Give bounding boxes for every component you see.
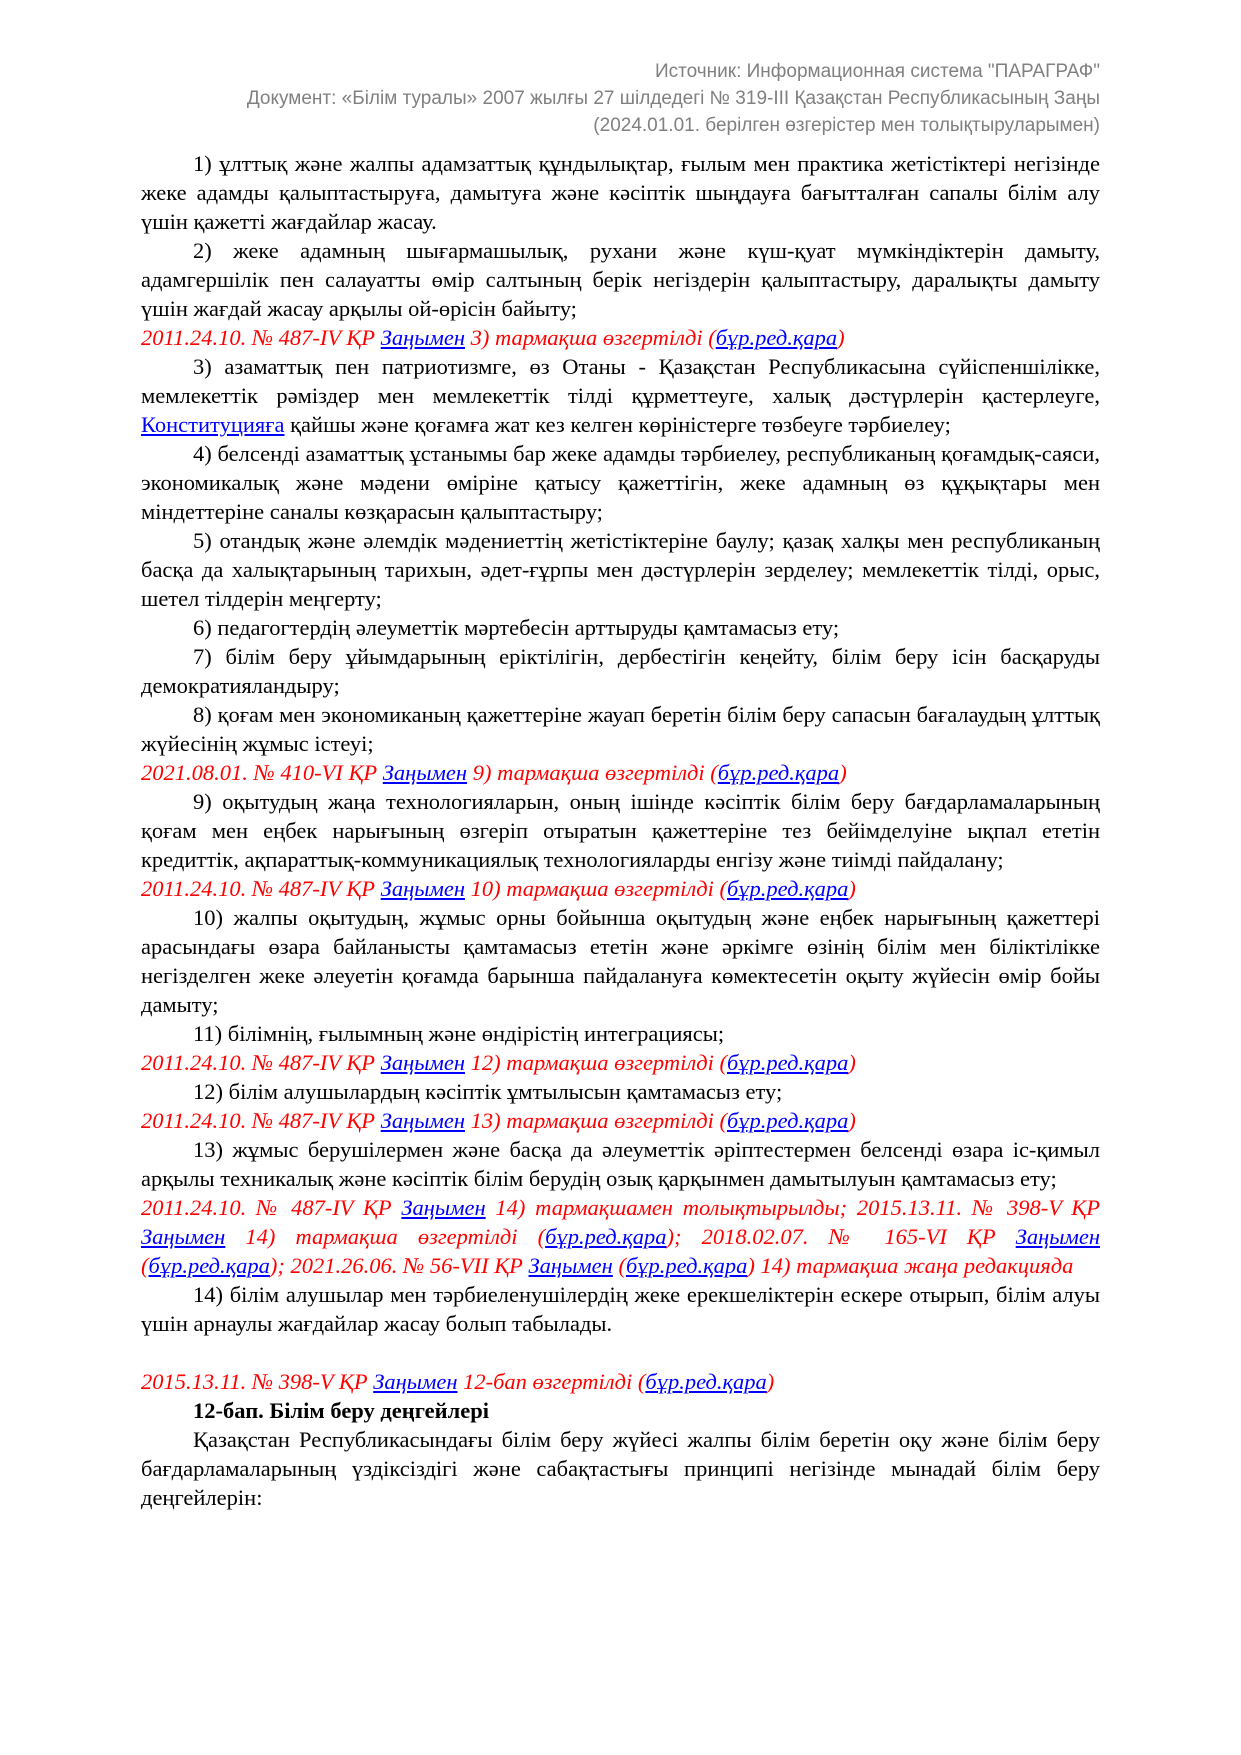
amendment-note-2 [141,758,1100,787]
text-run: 9) тармақша өзгертілді ( [467,760,718,785]
text-run: 7) білім беру ұйымдарының еріктілігін, дербестігін кеңейту, білім беру ісін басқаруды демократияландыру; [141,644,1100,698]
document-revision-note: (2024.01.01. берілген өзгерістер мен толықтыруларымен) [593,115,1100,136]
text-run: 10) тармақша өзгертілді ( [465,876,727,901]
clause-14 [141,1280,1100,1338]
document-title-line: Документ: «Білім туралы» 2007 жылғы 27 шілдедегі № 319-III Қазақстан Республикасының Заңы [246,88,1100,109]
text-run: 12-бап. Білім беру деңгейлері [193,1398,489,1423]
text-run: ) [848,876,856,901]
amendment-note-6 [141,1193,1100,1280]
text-run: 3) тармақша өзгертілді ( [465,325,716,350]
article-12-heading [141,1396,1100,1425]
law-link[interactable]: Заңымен [401,1195,486,1220]
law-link[interactable]: бұр.ред.қара [715,325,838,350]
text-run: қайшы және қоғамға жат кез келген көріністерге төзбеуге тәрбиелеу; [284,412,951,437]
law-link[interactable]: бұр.ред.қара [726,876,849,901]
text-run: 12-бап өзгертілді ( [457,1369,646,1394]
text-run: 5) отандық және әлемдік мәдениеттің жетістіктеріне баулу; қазақ халқы мен республиканың басқа да халықтарының тарихын, әдет-ғұрпы мен дәстүрлерін зерделеу; мемлекеттік тілді, орыс, шетел тілдерін меңгерту; [141,528,1100,611]
text-run: ) [766,1369,775,1394]
amendment-note-1 [141,323,1100,352]
law-link[interactable]: Заңымен [380,1050,465,1075]
text-run: Қазақстан Республикасындағы білім беру жүйесі жалпы білім беретін оқу және білім беру бағдарламаларының үздіксіздігі және сабақтастығы принципі негізінде мынадай білім беру деңгейлерін: [141,1427,1100,1510]
law-link[interactable]: Заңымен [380,325,465,350]
text-run: 11) білімнің, ғылымның және өндірістің интеграциясы; [193,1021,725,1046]
text-run: 14) білім алушылар мен тәрбиеленушілердің жеке ерекшеліктерін ескере отырып, білім алуы үшін арнаулы жағдайлар жасау болып табылады. [141,1282,1100,1336]
text-run: ) 14) тармақша жаңа редакцияда [747,1253,1074,1278]
text-run: 4) белсенді азаматтық ұстанымы бар жеке адамды тәрбиелеу, республиканың қоғамдық-саяси, экономикалық және мәдени өміріне қатысу қажеттігін, жеке адамның өз құқықтары мен міндеттеріне саналы көзқарасын қалыптастыру; [141,441,1100,524]
text-run: 3) азаматтық пен патриотизмге, өз Отаны - Қазақстан Республикасына сүйіспеншілікке, мемлекеттік рәміздер мен мемлекеттік тілді құрметтеуге, халық дәстүрлерін қастерлеуге, [141,354,1100,408]
law-link[interactable]: Заңымен [141,1224,226,1249]
law-link[interactable]: Заңымен [528,1253,613,1278]
clause-7 [141,642,1100,700]
law-link[interactable]: Заңымен [382,760,468,785]
text-run: ) [848,1050,856,1075]
clause-10 [141,903,1100,1019]
text-run: 2011.24.10. № 487-IV ҚР [141,325,381,350]
law-link[interactable]: Заңымен [380,876,465,901]
clause-4 [141,439,1100,526]
text-run: ( [141,1253,149,1278]
text-run: 14) тармақшамен толықтырылды; 2015.13.11. № 398-V ҚР [485,1195,1100,1220]
clause-12 [141,1077,1100,1106]
text-run: 10) жалпы оқытудың, жұмыс орны бойынша оқытудың және еңбек нарығының қажеттері арасындағы өзара байланысты қамтамасыз ететін және әркімге өзінің білім мен біліктілікке негізделген жеке әлеуетін қоғамда барынша пайдалануға көмектесетін оқыту жүйесін өмір бойы дамыту; [141,905,1100,1017]
source-line: Источник: Информационная система "ПАРАГРАФ" [654,61,1100,82]
blank-line [141,1338,1100,1367]
clause-8 [141,700,1100,758]
law-link[interactable]: Заңымен [380,1108,465,1133]
text-run: 2011.24.10. № 487-IV ҚР [141,1195,402,1220]
article-12-intro [141,1425,1100,1512]
text-run: 12) білім алушылардың кәсіптік ұмтылысын қамтамасыз ету; [193,1079,783,1104]
text-run: ); 2018.02.07. № 165-VI ҚР [666,1224,1016,1249]
text-run: ( [612,1253,626,1278]
text-run: ) [837,325,845,350]
amendment-note-3 [141,874,1100,903]
clause-5 [141,526,1100,613]
clause-6 [141,613,1100,642]
text-run: 13) тармақша өзгертілді ( [465,1108,727,1133]
law-link[interactable]: бұр.ред.қара [645,1369,767,1394]
text-run: 8) қоғам мен экономиканың қажеттеріне жауап беретін білім беру сапасын бағалаудың ұлттық жүйесінің жұмыс істеуі; [141,702,1100,756]
law-link[interactable]: бұр.ред.қара [148,1253,270,1278]
text-run: 2015.13.11. № 398-V ҚР [141,1369,374,1394]
document-header [141,58,1100,139]
law-link[interactable]: бұр.ред.қара [726,1050,849,1075]
law-link[interactable]: бұр.ред.қара [545,1224,667,1249]
clause-3 [141,352,1100,439]
text-run: 9) оқытудың жаңа технологияларын, оның ішінде кәсіптік білім беру бағдарламаларының қоғам мен еңбек нарығының өзгеріп отыратын қажеттеріне тез бейімделуіне ықпал ететін кредиттік, ақпараттық-коммуникациялық технологияларды енгізу және тиімді пайдалану; [141,789,1100,872]
text-run: ) [848,1108,856,1133]
text-run: 6) педагогтердің әлеуметтік мәртебесін арттыруды қамтамасыз ету; [193,615,840,640]
text-run: 12) тармақша өзгертілді ( [465,1050,727,1075]
law-link[interactable]: Заңымен [1015,1224,1100,1249]
clause-1 [141,149,1100,236]
text-run: 13) жұмыс берушілермен және басқа да әлеуметтік әріптестермен белсенді өзара іс-қимыл арқылы техникалық және кәсіптік білім берудің озық қарқынмен дамытылуын қамтамасыз ету; [141,1137,1100,1191]
amendment-note-5 [141,1106,1100,1135]
law-link[interactable]: бұр.ред.қара [717,760,840,785]
text-run: 1) ұлттық және жалпы адамзаттық құндылықтар, ғылым мен практика жетістіктері негізінде жеке адамды қалыптастыруға, дамытуға және кәсіптік шыңдауға бағытталған сапалы білім алу үшін қажетті жағдайлар жасау. [141,151,1100,234]
text-run: 2011.24.10. № 487-IV ҚР [141,1050,381,1075]
clause-2 [141,236,1100,323]
law-link[interactable]: бұр.ред.қара [726,1108,849,1133]
text-run: 2011.24.10. № 487-IV ҚР [141,1108,381,1133]
text-run: 2021.08.01. № 410-VI ҚР [141,760,383,785]
text-run: 2011.24.10. № 487-IV ҚР [141,876,381,901]
document-body [141,149,1100,1512]
law-link[interactable]: Заңымен [373,1369,458,1394]
text-run: ); 2021.26.06. № 56-VII ҚР [269,1253,529,1278]
law-link[interactable]: бұр.ред.қара [625,1253,748,1278]
text-run: 2) жеке адамның шығармашылық, рухани және күш-қуат мүмкіндіктерін дамыту, адамгершілік пен салауатты өмір салтының берік негіздерін қалыптастыру, даралықты дамыту үшін жағдай жасау арқылы ой-өрісін байыту; [141,238,1100,321]
clause-11 [141,1019,1100,1048]
clause-13 [141,1135,1100,1193]
amendment-note-7 [141,1367,1100,1396]
amendment-note-4 [141,1048,1100,1077]
text-run: ) [839,760,847,785]
law-link[interactable]: Конституцияға [141,412,285,437]
clause-9 [141,787,1100,874]
text-run: 14) тармақша өзгертілді ( [225,1224,546,1249]
